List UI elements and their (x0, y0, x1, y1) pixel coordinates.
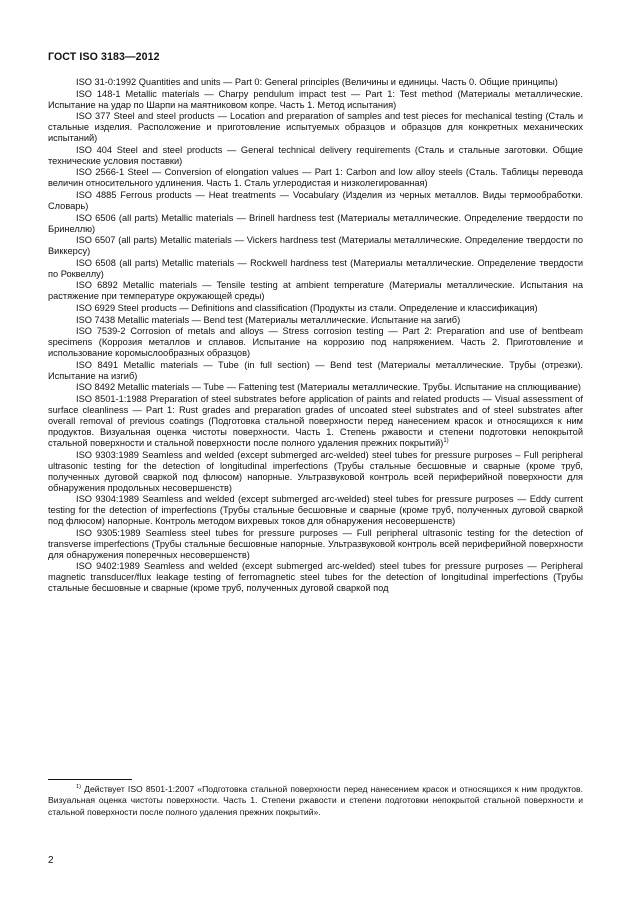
reference-text: ISO 7539-2 Corrosion of metals and alloys — Stress corrosion testing — Part 2: Preparation and use of bentbeam specimens (Коррозия металлов и сплавов. Испытание на коррозию под напряжением. Часть 2. Приготовление и использование коромыслообразных образцов) (48, 326, 583, 359)
reference-iso-9402 (48, 561, 583, 594)
page-number: 2 (48, 855, 54, 866)
reference-text: ISO 31-0:1992 Quantities and units — Part 0: General principles (Величины и единицы. Часть 0. Общие принципы) (76, 77, 558, 87)
reference-iso-9303 (48, 450, 583, 494)
reference-iso-148-1 (48, 89, 583, 111)
reference-iso-404 (48, 145, 583, 167)
reference-text: ISO 4885 Ferrous products — Heat treatments — Vocabulary (Изделия из черных металлов. Виды термообработки. Словарь) (48, 189, 583, 211)
reference-iso-2566-1 (48, 167, 583, 189)
footnote-reference-mark[interactable]: 1) (443, 437, 449, 444)
footnote-text: Действует ISO 8501-1:2007 «Подготовка стальной поверхности перед нанесением красок и относящихся к ним продуктов. Визуальная оценка чистоты поверхности. Часть 1. Степени ржавости и степени подготовки непокрытой стальной поверхности и стальной поверхности после полного удаления прежних покрытий». (48, 784, 583, 817)
reference-text: ISO 404 Steel and steel products — General technical delivery requirements (Сталь и стальные заготовки. Общие технические условия поставки) (48, 144, 583, 166)
reference-iso-8492 (48, 382, 583, 393)
footnote (48, 784, 583, 818)
reference-iso-377 (48, 111, 583, 144)
reference-text: ISO 2566-1 Steel — Conversion of elongation values — Part 1: Carbon and low alloy steels (Сталь. Таблицы перевода величин относительного удлинения. Часть 1. Сталь углеродистая и низколегированная) (48, 167, 583, 189)
reference-iso-8501-1 (48, 394, 583, 449)
reference-text: ISO 6507 (all parts) Metallic materials — Vickers hardness test (Материалы металлические. Определение твердости по Виккерсу) (48, 235, 583, 257)
reference-iso-6929 (48, 303, 583, 314)
reference-text: ISO 9402:1989 Seamless and welded (except submerged arc-welded) steel tubes for pressure purposes — Peripheral magnetic transducer/flux leakage testing of ferromagnetic steel tubes for the detection of longitudinal imperfections (Трубы стальные бесшовные и сварные (кроме труб, полученных дуговой сваркой под (48, 561, 583, 594)
reference-iso-6892 (48, 280, 583, 302)
reference-iso-6507 (48, 235, 583, 257)
reference-iso-7438 (48, 315, 583, 326)
reference-text: ISO 9303:1989 Seamless and welded (except submerged arc-welded) steel tubes for pressure purposes – Full peripheral ultrasonic testing for the detection of longitudinal imperfections (Трубы стальные бесшовные и сварные (кроме труб, полученных дуговой сваркой под флюсом) напорные. Ультразвуковой контроль всей периферийной поверхности для обнаружения продольных несовершенств) (48, 449, 583, 493)
reference-text: ISO 7438 Metallic materials — Bend test (Материалы металлические. Испытание на загиб) (76, 314, 461, 325)
reference-text: ISO 6892 Metallic materials — Tensile testing at ambient temperature (Материалы металлические. Испытания на растяжение при температуре окружающей среды) (48, 280, 583, 302)
reference-text: ISO 6506 (all parts) Metallic materials — Brinell hardness test (Материалы металлические. Определение твердости по Бринеллю) (48, 212, 583, 234)
page-header: ГОСТ ISO 3183—2012 (48, 51, 160, 63)
reference-iso-7539-2 (48, 326, 583, 359)
reference-text: ISO 377 Steel and steel products — Location and preparation of samples and test pieces for mechanical testing (Сталь и стальные изделия. Расположение и приготовление испытуемых образцов и образцов для конкретных механических испытаний) (48, 111, 583, 144)
reference-iso-6508 (48, 258, 583, 280)
reference-iso-9304 (48, 494, 583, 527)
reference-iso-6506 (48, 213, 583, 235)
reference-text: ISO 8492 Metallic materials — Tube — Fattening test (Материалы металлические. Трубы. Испытание на сплющивание) (76, 382, 581, 393)
reference-text: ISO 6929 Steel products — Definitions and classification (Продукты из стали. Определение и классификация) (76, 302, 538, 313)
footnote-mark: 1) (76, 784, 81, 791)
reference-iso-31-0 (48, 77, 583, 88)
references-list (48, 77, 583, 595)
reference-text: ISO 9305:1989 Seamless steel tubes for pressure purposes — Full peripheral ultrasonic testing for the detection of transverse imperfections (Трубы стальные бесшовные напорные. Ультразвуковой контроль всей периферийной поверхности для обнаружения поперечных несовершенств) (48, 527, 583, 560)
reference-text: ISO 6508 (all parts) Metallic materials — Rockwell hardness test (Материалы металлические. Определение твердости по Роквеллу) (48, 257, 583, 279)
footnote-divider (48, 779, 132, 780)
reference-iso-9305 (48, 528, 583, 561)
reference-text: ISO 8501-1:1988 Preparation of steel substrates before application of paints and related products — Visual assessment of surface cleanliness — Part 1: Rust grades and preparation grades of uncoated steel substrates and of steel substrates after overall removal of previous coatings (Подготовка стальной поверхности перед нанесением красок и относящихся к ним продуктов. Визуальная оценка чистоты поверхности. Часть 1. Степень ржавости и степени подготовки непокрытой стальной поверхности и стальной поверхности после полного удаления прежних покрытий) (48, 393, 583, 448)
reference-text: ISO 9304:1989 Seamless and welded (except submerged arc-welded) steel tubes for pressure purposes — Eddy current testing for the detection of imperfections (Трубы стальные бесшовные и сварные (кроме труб, полученных дуговой сваркой под флюсом) напорные. Контроль методом вихревых токов для обнаружения несовершенств) (48, 494, 583, 527)
reference-text: ISO 148-1 Metallic materials — Charpy pendulum impact test — Part 1: Test method (Материалы металлические. Испытание на удар по Шарпи на маятниковом копре. Часть 1. Метод испытания) (48, 88, 583, 110)
reference-iso-8491 (48, 360, 583, 382)
reference-iso-4885 (48, 190, 583, 212)
reference-text: ISO 8491 Metallic materials — Tube (in full section) — Bend test (Материалы металлические. Трубы (отрезки). Испытание на изгиб) (48, 359, 583, 381)
